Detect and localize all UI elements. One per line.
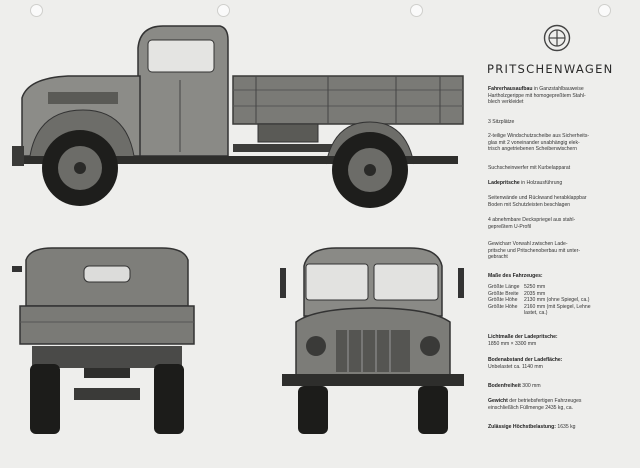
truck-side-view	[8, 18, 468, 213]
spec-nutzlast	[488, 424, 632, 431]
spec-windschutz	[488, 133, 632, 153]
spec-value: 2160 mm (mit Spiegel, Lehne	[524, 303, 591, 310]
punch-hole	[410, 4, 423, 17]
punch-hole	[217, 4, 230, 17]
spec-value: 1635 kg	[557, 424, 576, 430]
spec-heading: Bodenabstand der Ladefläche:	[488, 357, 563, 363]
spec-line: 4 abnehmbare Deckspriegel aus stahl-	[488, 217, 576, 223]
spec-value: lastet, ca.)	[524, 310, 548, 317]
punch-hole	[30, 4, 43, 17]
spec-line: Seitenwände und Rückwand herabklappbar	[488, 195, 587, 201]
spec-ladepritsche-3	[488, 241, 632, 261]
spec-label: Größte Länge	[488, 284, 520, 290]
spec-line: 3 Sitzplätze	[488, 119, 515, 125]
spec-line: der betriebsfertigen Fahrzeuges	[509, 398, 582, 404]
spec-masse-table	[488, 284, 632, 317]
spec-value: 1850 mm × 3300 mm	[488, 340, 537, 347]
spec-line: blech verkleidet	[488, 99, 524, 106]
spec-value: Unbelastet ca. 1140 mm	[488, 363, 543, 370]
spec-sitzplaetze	[488, 119, 632, 126]
spec-heading: Lichtmaße der Ladepritsche:	[488, 334, 558, 340]
spec-label: Größte Höhe	[488, 297, 518, 304]
spec-heading: Zulässige Höchstbelastung:	[488, 424, 556, 430]
spec-line: Hartholzgerippe mit homogepreßtem Stahl-	[488, 92, 586, 99]
spec-ladepritsche-2	[488, 217, 632, 230]
spec-line: Gewicharr Vorwahl zwischen Lade-	[488, 241, 568, 247]
spec-line: Suchscheinwerfer mit Kurbelapparat	[488, 165, 571, 171]
truck-front-view	[276, 246, 470, 438]
spec-heading: Bodenfreiheit	[488, 383, 521, 389]
steyr-emblem-icon	[543, 24, 571, 52]
spec-line: in Holzausführung	[521, 180, 563, 186]
spec-value: 5250 mm	[524, 284, 546, 290]
spec-value: 300 mm	[522, 383, 541, 389]
truck-rear-view	[12, 246, 202, 438]
spec-label: Größte Breite	[488, 290, 519, 297]
spec-ladepritsche-1	[488, 195, 632, 208]
spec-heading: Maße des Fahrzeuges:	[488, 273, 543, 279]
page-title: PRITSCHENWAGEN	[487, 62, 614, 76]
spec-line: in Ganzstahlbauweise	[533, 86, 584, 92]
spec-value: 2035 mm	[524, 290, 546, 297]
spec-bodenabstand	[488, 357, 632, 370]
spec-gewicht	[488, 398, 632, 411]
spec-heading: Gewicht	[488, 398, 508, 404]
spec-sucher	[488, 165, 632, 172]
spec-ladepritsche	[488, 180, 632, 187]
spec-line: einschließlich Füllmenge 2435 kg, ca.	[488, 404, 573, 411]
spec-line: gepreßtem U-Profil	[488, 223, 532, 230]
spec-heading: Fahrerhausaufbau	[488, 86, 533, 92]
spec-value: 2130 mm (ohne Spiegel, ca.)	[524, 297, 590, 304]
spec-line: glas mit 2 voneinander unabhängig elek-	[488, 139, 580, 146]
spec-heading: Ladepritsche	[488, 180, 520, 186]
spec-lichtmass	[488, 334, 632, 347]
spec-bodenfreiheit	[488, 383, 632, 390]
spec-line: trisch angetriebenen Scheibenwischern	[488, 146, 577, 153]
spec-line: pritsche und Pritschenoberbau mit unter-	[488, 247, 581, 254]
spec-line: Boden mit Schutzleisten beschlagen	[488, 201, 571, 208]
spec-line: gebracht	[488, 254, 508, 261]
spec-line: 2-teilige Windschutzscheibe aus Sicherheits-	[488, 133, 590, 139]
punch-hole	[598, 4, 611, 17]
spec-label: Größte Höhe	[488, 303, 518, 310]
spec-fahrerhaus	[488, 86, 632, 106]
spec-masse	[488, 273, 632, 280]
